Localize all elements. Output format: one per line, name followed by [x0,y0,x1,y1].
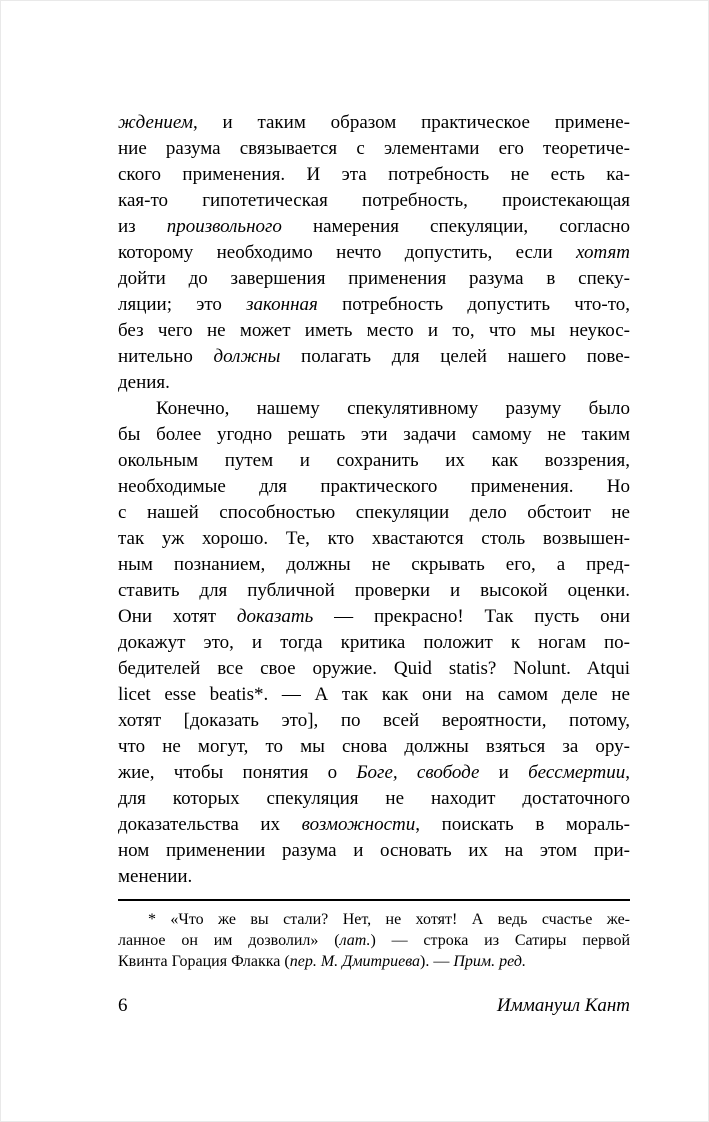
text-line [118,448,630,474]
text-line [118,656,630,682]
text-line [118,760,630,786]
text-segment: Они хотят [118,606,237,627]
text-segment: ланное он им дозволил» ( [118,932,340,949]
emphasis-text: доказать [236,606,314,627]
text-segment: которому необходимо нечто допустить, если [118,242,577,263]
text-segment: ляции; это [118,294,247,315]
text-line [118,786,630,812]
text-line [118,930,630,951]
text-line [118,344,630,370]
text-line [118,708,630,734]
text-segment: — прекрасно! Так пусть они [313,606,630,627]
emphasis-text: законная [246,294,318,315]
text-segment: с нашей способностью спекуляции дело обстоит не [118,502,630,523]
text-line [118,500,630,526]
text-line [118,396,630,422]
text-line [118,422,630,448]
text-segment: так уж хорошо. Те, кто хвастаются столь возвышен- [118,528,630,549]
text-line [118,604,630,630]
text-line [118,370,630,396]
text-segment: менении. [118,866,193,887]
text-segment: , [625,762,630,783]
text-line [118,682,630,708]
text-segment: докажут это, и тогда критика положит к ногам по- [118,632,630,653]
text-line [118,838,630,864]
paragraph [118,396,630,890]
text-segment: потребность допустить что-то, [317,294,630,315]
page-footer [118,994,630,1018]
text-segment: намерения спекуляции, согласно [281,216,630,237]
text-segment: licet esse beatis*. — А так как они на самом деле не [118,684,630,705]
text-line [118,266,630,292]
text-line [118,136,630,162]
text-segment: ) — строка из Сатиры первой [370,932,631,949]
text-segment: , поискать в мораль- [415,814,630,835]
text-line [118,474,630,500]
text-segment: хотят [доказать это], по всей вероятности, потому, [118,710,630,731]
text-segment: и [479,762,529,783]
emphasis-text: бессмертии [528,762,626,783]
text-segment: дения. [118,372,170,393]
footnote-divider [118,899,630,901]
text-segment: дойти до завершения применения разума в спеку- [118,268,630,289]
emphasis-text: ждением [118,112,193,133]
text-segment: , и таким образом практическое примене- [192,112,630,133]
text-segment: доказательства их [118,814,302,835]
emphasis-text: пер. М. Дмитриева [289,953,421,970]
text-segment: бедителей все свое оружие. Quid statis? Nolunt. Atqui [118,658,630,679]
text-segment: * «Что же вы стали? Нет, не хотят! А ведь счастье же- [148,911,630,928]
text-line [118,292,630,318]
text-segment: окольным путем и сохранить их как воззрения, [118,450,630,471]
text-segment: ставить для публичной проверки и высокой оценки. [118,580,630,601]
text-line [118,864,630,890]
emphasis-text: лат. [339,932,371,949]
text-segment: Конечно, нашему спекулятивному разуму было [156,398,630,419]
text-line [118,812,630,838]
body-text [118,110,630,890]
text-segment: бы более угодно решать эти задачи самому не таким [118,424,630,445]
emphasis-text: произвольного [166,216,282,237]
text-segment: нительно [118,346,214,367]
emphasis-text: Боге, свободе [356,762,480,783]
emphasis-text: хотят [576,242,630,263]
text-segment: ). — [420,953,454,970]
text-line [118,240,630,266]
text-line [118,951,630,972]
text-segment: жие, чтобы понятия о [118,762,357,783]
text-segment: кая-то гипотетическая потребность, проистекающая [118,190,630,211]
text-segment: ным познанием, должны не скрывать его, а пред- [118,554,630,575]
emphasis-text: должны [213,346,281,367]
text-segment: ского применения. И эта потребность не есть ка- [118,164,630,185]
text-line [118,552,630,578]
text-line [118,318,630,344]
running-title-author: Иммануил Кант [496,995,630,1016]
text-line [118,110,630,136]
text-segment: необходимые для практического применения. Но [118,476,630,497]
text-segment: для которых спекуляция не находит достаточного [118,788,630,809]
text-line [118,909,630,930]
text-segment: что не могут, то мы снова должны взяться за ору- [118,736,630,757]
paragraph [118,110,630,396]
footnote [118,909,630,972]
text-line [118,188,630,214]
text-segment: полагать для целей нашего пове- [280,346,630,367]
page-number: 6 [118,995,128,1016]
text-line [118,526,630,552]
text-line [118,214,630,240]
text-segment: из [118,216,167,237]
text-line [118,578,630,604]
text-line [118,162,630,188]
emphasis-text: возможности [301,814,416,835]
text-segment: ние разума связывается с элементами его теоретиче- [118,138,630,159]
text-line [118,734,630,760]
page-body [118,110,630,972]
emphasis-text: Прим. ред. [453,953,526,970]
text-segment: без чего не может иметь место и то, что мы неукос- [118,320,630,341]
text-segment: ном применении разума и основать их на этом при- [118,840,630,861]
text-line [118,630,630,656]
text-segment: Квинта Горация Флакка ( [118,953,290,970]
